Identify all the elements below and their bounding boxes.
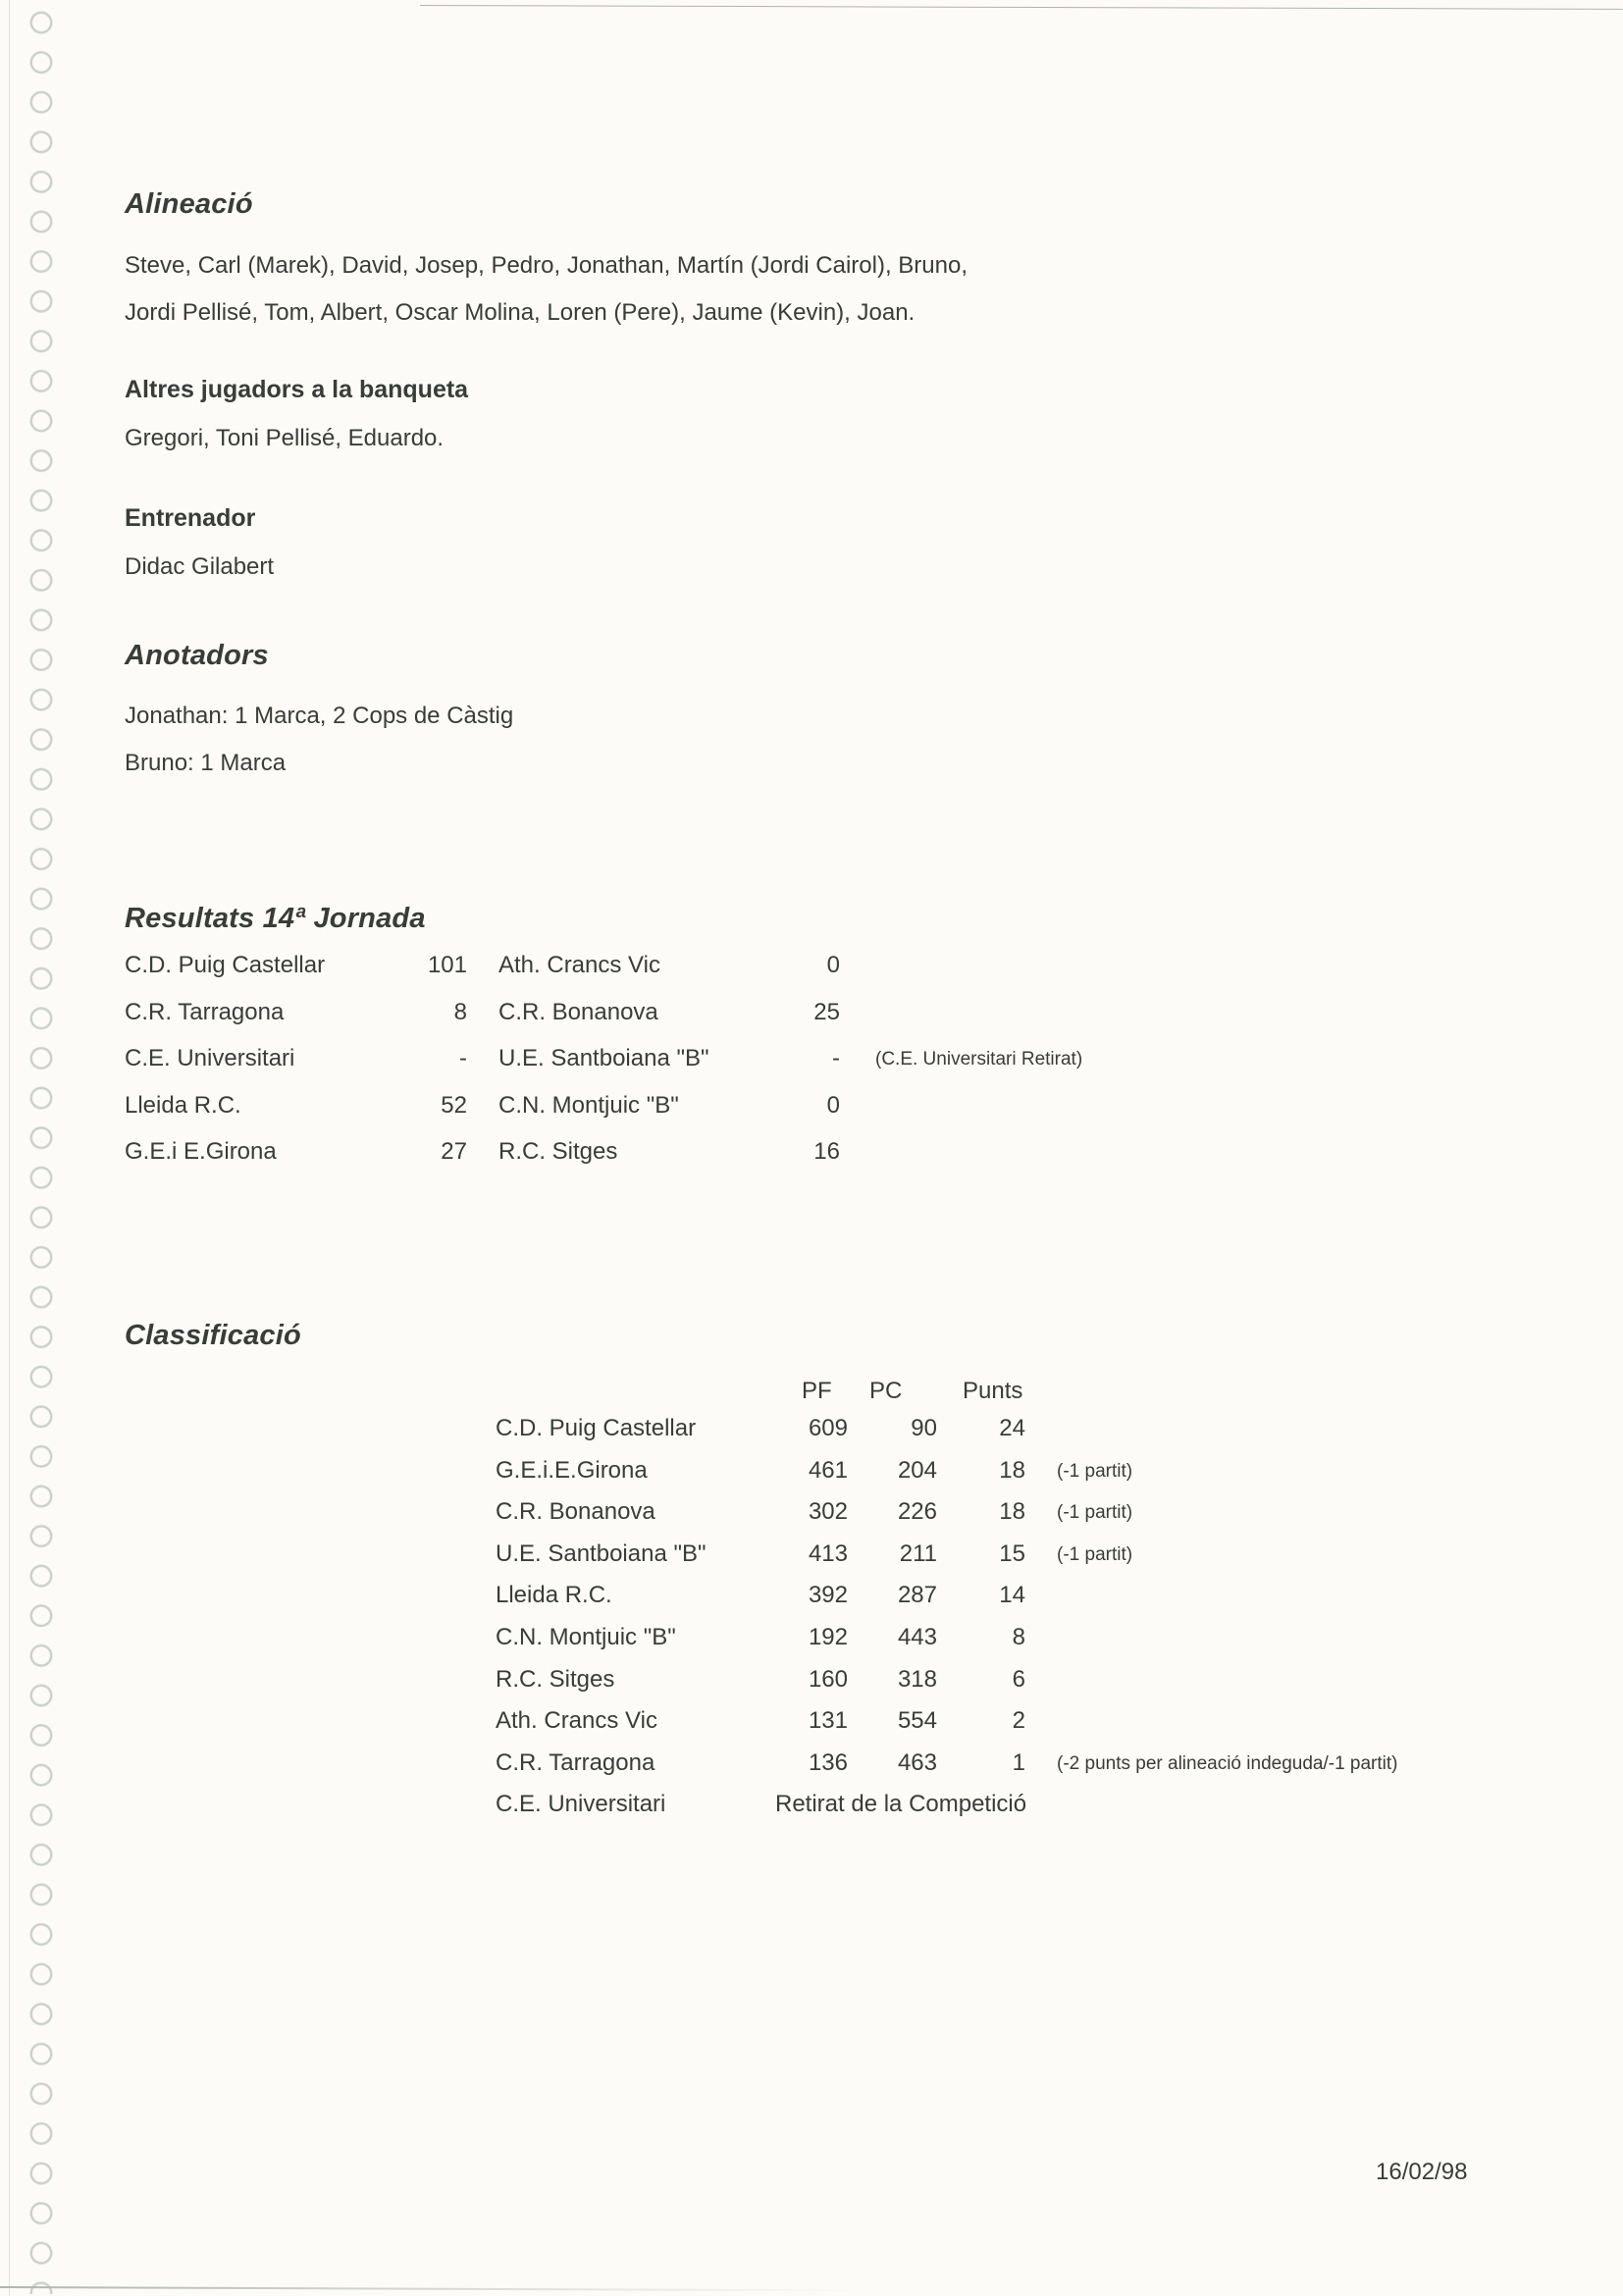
classification-pf: 160 — [808, 1665, 848, 1693]
classification-punts: 8 — [1012, 1623, 1025, 1650]
classification-pf: 461 — [808, 1456, 848, 1484]
classification-team: U.E. Santboiana "B" — [496, 1539, 707, 1567]
classification-row — [0, 1791, 1623, 1833]
document-date: 16/02/98 — [1376, 2159, 1468, 2185]
classification-note: (-2 punts per alineació indeguda/-1 partit) — [1057, 1752, 1398, 1774]
classification-header — [0, 1378, 1623, 1417]
match-away-team: Ath. Crancs Vic — [498, 952, 660, 978]
entrenador-title: Entrenador — [125, 504, 256, 532]
alineacio-title: Alineació — [125, 188, 253, 220]
classification-pc: 463 — [897, 1748, 937, 1776]
match-row — [0, 1092, 1623, 1139]
alineacio-lines — [125, 242, 968, 337]
classification-row — [0, 1624, 1623, 1666]
classification-pc: 90 — [911, 1415, 937, 1441]
classification-row — [0, 1457, 1623, 1499]
classification-team: G.E.i.E.Girona — [496, 1456, 648, 1484]
classification-pf: 136 — [808, 1748, 848, 1776]
match-home-team: C.E. Universitari — [125, 1045, 295, 1071]
match-home-team: Lleida R.C. — [125, 1091, 241, 1119]
classificacio-title: Classificació — [125, 1320, 301, 1351]
classification-row — [0, 1582, 1623, 1624]
match-away-team: U.E. Santboiana "B" — [498, 1045, 709, 1071]
match-away-score: 0 — [826, 952, 840, 978]
classification-punts: 24 — [999, 1415, 1025, 1441]
match-home-score: 101 — [427, 952, 467, 978]
classification-punts: 2 — [1012, 1707, 1025, 1735]
match-away-team: C.R. Bonanova — [498, 998, 658, 1025]
classification-pc: 287 — [897, 1582, 937, 1609]
classification-note: (-1 partit) — [1057, 1460, 1133, 1482]
match-row — [0, 1045, 1623, 1092]
classification-row — [0, 1666, 1623, 1708]
match-away-score: 25 — [813, 998, 840, 1025]
classification-pf: 192 — [808, 1623, 848, 1650]
entrenador-line: Didac Gilabert — [125, 553, 275, 580]
resultats-title: Resultats 14ª Jornada — [125, 903, 426, 934]
match-home-score: 27 — [441, 1138, 467, 1165]
classification-pc: 443 — [897, 1623, 937, 1650]
classification-rows — [0, 1415, 1623, 1833]
classification-pc: 226 — [897, 1498, 937, 1526]
anotadors-lines — [125, 693, 513, 786]
match-row — [0, 999, 1623, 1046]
classification-team: Ath. Crancs Vic — [496, 1707, 657, 1735]
classification-pc: 204 — [897, 1456, 937, 1484]
match-home-team: C.D. Puig Castellar — [125, 952, 326, 978]
anotadors-title: Anotadors — [125, 640, 269, 671]
classification-punts: 6 — [1012, 1665, 1025, 1693]
match-home-score: 8 — [453, 998, 467, 1025]
anotadors-line-2: Bruno: 1 Marca — [125, 749, 287, 776]
header-punts: Punts — [963, 1378, 1023, 1404]
classification-team: C.R. Tarragona — [496, 1748, 655, 1776]
classification-pf: 392 — [808, 1582, 848, 1609]
match-row — [0, 952, 1623, 999]
classification-note: (-1 partit) — [1057, 1543, 1133, 1565]
classification-team: R.C. Sitges — [496, 1665, 615, 1693]
match-home-team: C.R. Tarragona — [125, 998, 285, 1025]
classification-row — [0, 1749, 1623, 1792]
scan-bottom-edge-line — [0, 2286, 864, 2291]
results-rows — [0, 952, 1623, 1185]
banqueta-title: Altres jugadors a la banqueta — [125, 376, 469, 403]
classification-punts: 15 — [999, 1539, 1025, 1567]
classification-pf: 302 — [808, 1498, 848, 1526]
match-home-score: 52 — [441, 1091, 467, 1119]
classification-team: Lleida R.C. — [496, 1582, 612, 1609]
classification-row — [0, 1415, 1623, 1457]
anotadors-line-1: Jonathan: 1 Marca, 2 Cops de Càstig — [125, 703, 514, 729]
classification-punts: 18 — [999, 1456, 1025, 1484]
match-away-score: 16 — [813, 1138, 840, 1165]
scan-top-edge-line — [420, 5, 1623, 10]
classification-pf: 131 — [808, 1707, 848, 1735]
classification-team: C.D. Puig Castellar — [496, 1415, 697, 1441]
match-row — [0, 1138, 1623, 1185]
classification-pf: 413 — [808, 1539, 848, 1567]
match-away-score: 0 — [826, 1091, 840, 1119]
classification-row — [0, 1540, 1623, 1583]
alineacio-line-1: Steve, Carl (Marek), David, Josep, Pedro, Jonathan, Martín (Jordi Cairol), Bruno, — [125, 252, 969, 279]
classification-pc: 554 — [897, 1707, 937, 1735]
alineacio-line-2: Jordi Pellisé, Tom, Albert, Oscar Molina, Loren (Pere), Jaume (Kevin), Joan. — [125, 299, 916, 326]
classification-punts: 14 — [999, 1582, 1025, 1609]
classification-team: C.R. Bonanova — [496, 1498, 655, 1526]
classification-row — [0, 1498, 1623, 1540]
match-away-score: - — [832, 1045, 840, 1071]
classification-pc: 211 — [899, 1539, 937, 1567]
classification-status: Retirat de la Competició — [775, 1791, 1027, 1818]
banqueta-line: Gregori, Toni Pellisé, Eduardo. — [125, 425, 445, 451]
header-pf: PF — [802, 1378, 832, 1404]
classification-team: C.E. Universitari — [496, 1791, 666, 1818]
match-home-team: G.E.i E.Girona — [125, 1138, 277, 1165]
classification-note: (-1 partit) — [1057, 1502, 1133, 1524]
match-away-team: C.N. Montjuic "B" — [498, 1091, 679, 1119]
header-pc: PC — [869, 1378, 903, 1404]
classification-pf: 609 — [808, 1415, 848, 1441]
match-home-score: - — [459, 1045, 467, 1071]
classification-punts: 18 — [999, 1498, 1025, 1526]
classification-pc: 318 — [897, 1665, 937, 1693]
match-note: (C.E. Universitari Retirat) — [875, 1049, 1083, 1070]
classification-punts: 1 — [1012, 1748, 1025, 1776]
classification-row — [0, 1707, 1623, 1749]
classification-team: C.N. Montjuic "B" — [496, 1623, 676, 1650]
match-away-team: R.C. Sitges — [498, 1138, 618, 1165]
